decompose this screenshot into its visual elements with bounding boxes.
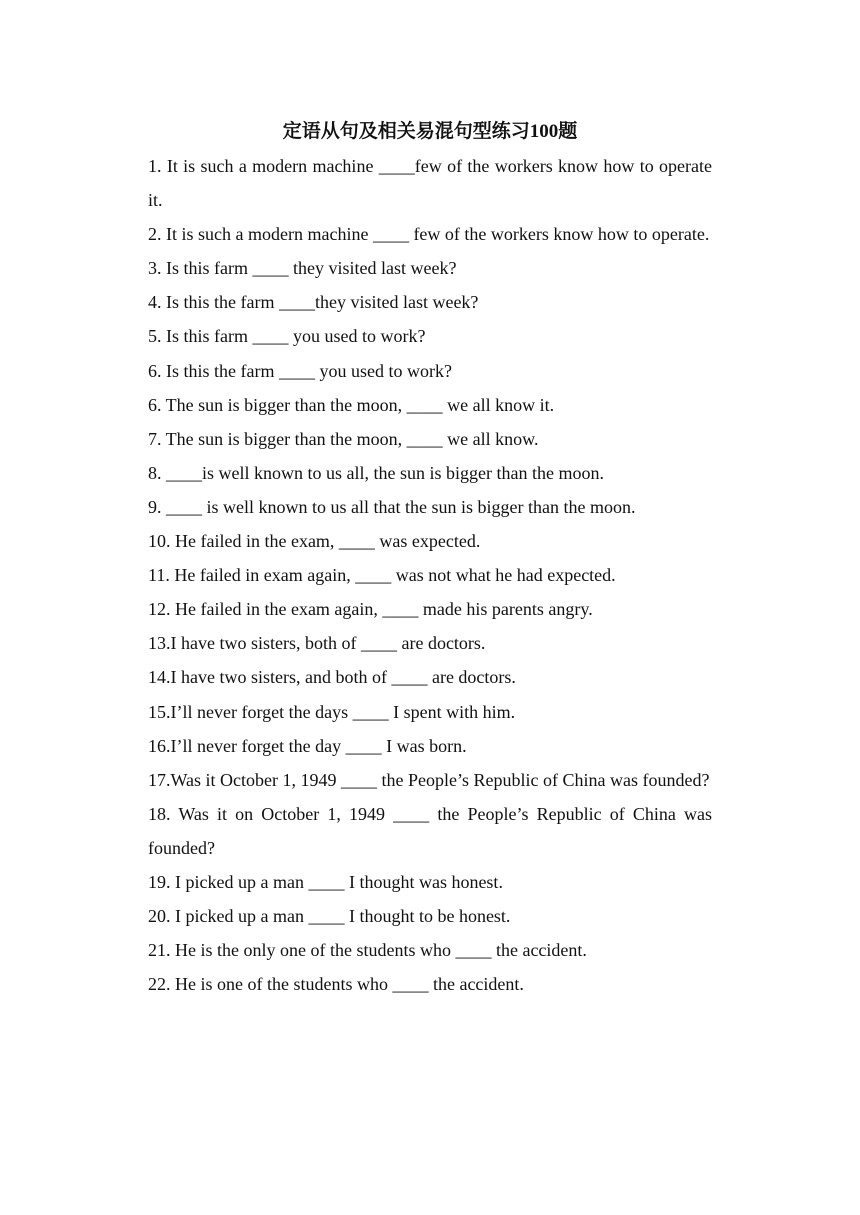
question-18: 18. Was it on October 1, 1949 ____ the People’s Republic of China was founded? [148, 803, 712, 858]
question-8: 8. ____is well known to us all, the sun is bigger than the moon. [148, 462, 604, 483]
question-16: 16.I’ll never forget the day ____ I was born. [148, 735, 467, 756]
document-title: 定语从句及相关易混句型练习100题 [282, 121, 578, 142]
question-19: 19. I picked up a man ____ I thought was honest. [148, 871, 503, 892]
question-13: 13.I have two sisters, both of ____ are doctors. [148, 633, 486, 654]
question-21: 21. He is the only one of the students who ____ the accident. [148, 940, 587, 961]
question-5: 5. Is this farm ____ you used to work? [148, 326, 426, 347]
question-11: 11. He failed in exam again, ____ was not what he had expected. [148, 565, 616, 586]
question-2: 2. It is such a modern machine ____ few of the workers know how to operate. [148, 224, 710, 245]
question-14: 14.I have two sisters, and both of ____ are doctors. [148, 667, 516, 688]
question-7: 7. The sun is bigger than the moon, ____ we all know. [148, 428, 539, 449]
question-20: 20. I picked up a man ____ I thought to be honest. [148, 906, 511, 927]
question-10: 10. He failed in the exam, ____ was expected. [148, 531, 481, 552]
question-9: 9. ____ is well known to us all that the sun is bigger than the moon. [148, 496, 636, 517]
question-15: 15.I’ll never forget the days ____ I spent with him. [148, 701, 516, 722]
question-1: 1. It is such a modern machine ____few of the workers know how to operate it. [148, 156, 712, 211]
question-6a: 6. Is this the farm ____ you used to work? [148, 360, 452, 381]
document-page [148, 115, 712, 1001]
question-22: 22. He is one of the students who ____ the accident. [148, 974, 524, 995]
question-17: 17.Was it October 1, 1949 ____ the People’s Republic of China was founded? [148, 769, 710, 790]
question-6b: 6. The sun is bigger than the moon, ____ we all know it. [148, 394, 555, 415]
question-4: 4. Is this the farm ____they visited last week? [148, 292, 479, 313]
question-12: 12. He failed in the exam again, ____ made his parents angry. [148, 599, 593, 620]
question-3: 3. Is this farm ____ they visited last week? [148, 258, 457, 279]
